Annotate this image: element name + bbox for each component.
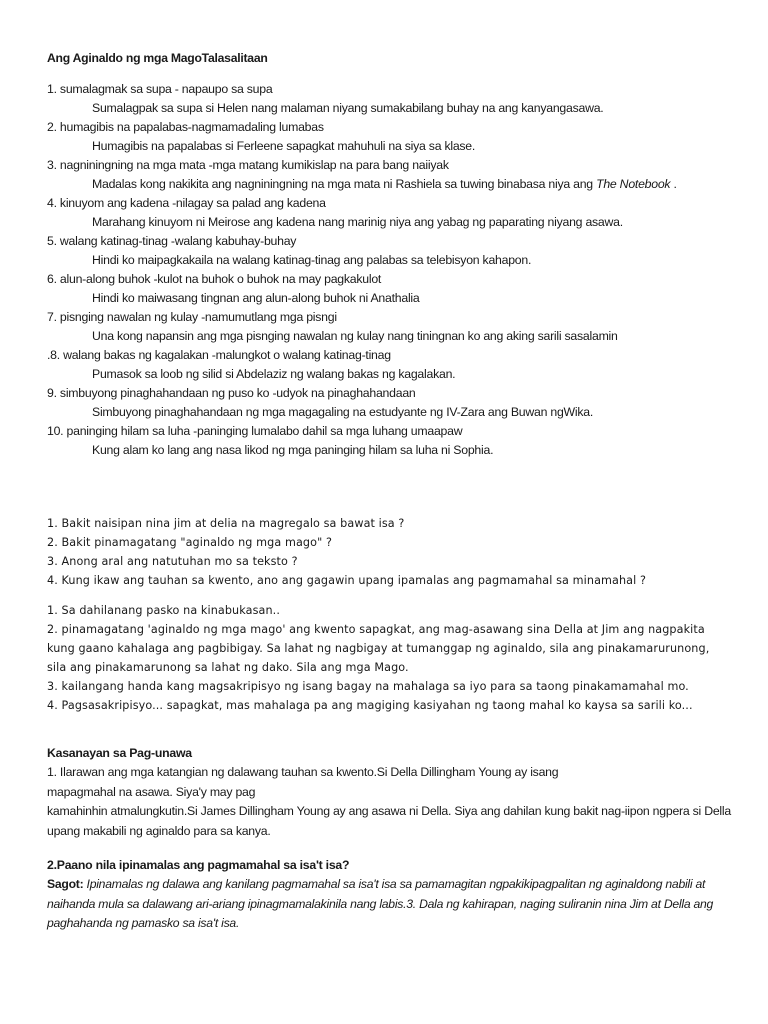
vocab-term: 4. kinuyom ang kadena -nilagay sa palad ang kadena: [47, 196, 326, 210]
paragraph-line: kamahinhin atmalungkutin.Si James Dillingham Young ay ang asawa ni Della. Siya ang dahilan kung bakit nag-iipon ngpera si Della: [47, 804, 731, 818]
paragraph-line: 1. Ilarawan ang mga katangian ng dalawang tauhan sa kwento.Si Della Dillingham Young ay isang: [47, 765, 559, 779]
answer-label: Sagot:: [47, 877, 84, 891]
question-item: 1. Bakit naisipan nina jim at delia na magregalo sa bawat isa ?: [47, 517, 405, 530]
vocab-term: 2. humagibis na papalabas-nagmamadaling lumabas: [47, 120, 324, 134]
vocabulary-list: [47, 80, 747, 460]
vocab-example: Simbuyong pinaghahandaan ng mga magagaling na estudyante ng IV-Zara ang Buwan ngWika.: [92, 405, 594, 419]
vocab-term: 5. walang katinag-tinag -walang kabuhay-buhay: [47, 234, 297, 248]
answer-item: 1. Sa dahilanang pasko na kinabukasan..: [47, 604, 280, 617]
paragraph-line: upang makabili ng aginaldo para sa kanya.: [47, 823, 271, 838]
question-item: 2. Bakit pinamagatang "aginaldo ng mga mago" ?: [47, 536, 333, 549]
vocab-term: 7. pisnging nawalan ng kulay -namumutlang mga pisngi: [47, 310, 337, 324]
question-item: 4. Kung ikaw ang tauhan sa kwento, ano ang gagawin upang ipamalas ang pagmamahal sa minamahal ?: [47, 574, 647, 587]
vocab-example: Humagibis na papalabas si Ferleene sapagkat mahuhuli na siya sa klase.: [92, 139, 476, 153]
question-two-section: [47, 856, 737, 934]
answer-text: Ipinamalas ng dalawa ang kanilang pagmamahal sa isa't isa sa pamamagitan ngpakikipagpalitan ng aginaldong nabili at naihanda mula sa dalawang ari-ariang ipinagmamalakinila nang labis.3. Dala ng kahirapan, naging suliranin nina Jim at Della ang paghahanda ng pamasko sa isa't isa.: [47, 877, 714, 930]
vocab-term: .8. walang bakas ng kagalakan -malungkot o walang katinag-tinag: [47, 348, 391, 362]
document-title: Ang Aginaldo ng mga MagoTalasalitaan: [47, 51, 268, 65]
vocab-example: Pumasok sa loob ng silid si Abdelaziz ng walang bakas ng kagalakan.: [92, 367, 456, 381]
answer-item: 2. pinamagatang 'aginaldo ng mga mago' ang kwento sapagkat, ang mag-asawang sina Della at Jim ang nagpakita kung gaano kahalaga ang pagbibigay. Sa lahat ng nagbigay at tumanggap ng aginaldo, sila ang pinakamarurunong, sila ang pinakamarunong sa lahat ng dako. Sila ang mga Mago.: [47, 623, 710, 674]
vocab-example: Hindi ko maiwasang tingnan ang alun-along buhok ni Anathalia: [92, 291, 420, 305]
answers-list: [47, 601, 717, 715]
question-item: 3. Anong aral ang natutuhan mo sa teksto ?: [47, 555, 298, 568]
questions-list: [47, 514, 747, 590]
vocab-term: 6. alun-along buhok -kulot na buhok o buhok na may pagkakulot: [47, 272, 382, 286]
vocab-term: 10. paninging hilam sa luha -paninging lumalabo dahil sa mga luhang umaapaw: [47, 424, 463, 438]
vocab-term: 3. nagniningning na mga mata -mga matang kumikislap na para bang naiiyak: [47, 158, 449, 172]
answer-item: 4. Pagsasakripisyo... sapagkat, mas mahalaga pa ang magiging kasiyahan ng taong mahal ko kaysa sa sarili ko...: [47, 699, 693, 712]
vocab-example-text: Madalas kong nakikita ang nagniningning na mga mata ni Rashiela sa tuwing binabasa niya ang: [92, 177, 593, 191]
answer-paragraph: [47, 875, 737, 934]
book-title: The Notebook: [596, 177, 671, 191]
vocab-term: 9. simbuyong pinaghahandaan ng puso ko -udyok na pinaghahandaan: [47, 386, 416, 400]
vocab-example: Una kong napansin ang mga pisnging nawalan ng kulay nang tiningnan ko ang aking sarili sasalamin: [92, 329, 618, 343]
section-heading: Kasanayan sa Pag-unawa: [47, 746, 192, 760]
answer-item: 3. kailangang handa kang magsakripisyo ng isang bagay na mahalaga sa iyo para sa taong pinakamamahal mo.: [47, 680, 689, 693]
vocab-example: [47, 175, 747, 194]
kasanayan-section: [47, 744, 731, 841]
vocab-term: 1. sumalagmak sa supa - napaupo sa supa: [47, 82, 273, 96]
vocab-example: Kung alam ko lang ang nasa likod ng mga paninging hilam sa luha ni Sophia.: [92, 443, 494, 457]
paragraph-line: mapagmahal na asawa. Siya'y may pag: [47, 784, 256, 799]
vocab-example: Sumalagpak sa supa si Helen nang malaman niyang sumakabilang buhay na ang kanyangasawa.: [92, 101, 604, 115]
vocab-example: Hindi ko maipagkakaila na walang katinag-tinag ang palabas sa telebisyon kahapon.: [92, 253, 532, 267]
vocab-example-end: .: [670, 177, 677, 191]
question-heading: 2.Paano nila ipinamalas ang pagmamahal sa isa't isa?: [47, 858, 350, 872]
vocab-example: Marahang kinuyom ni Meirose ang kadena nang marinig niya ang yabag ng paparating niyang asawa.: [92, 215, 623, 229]
